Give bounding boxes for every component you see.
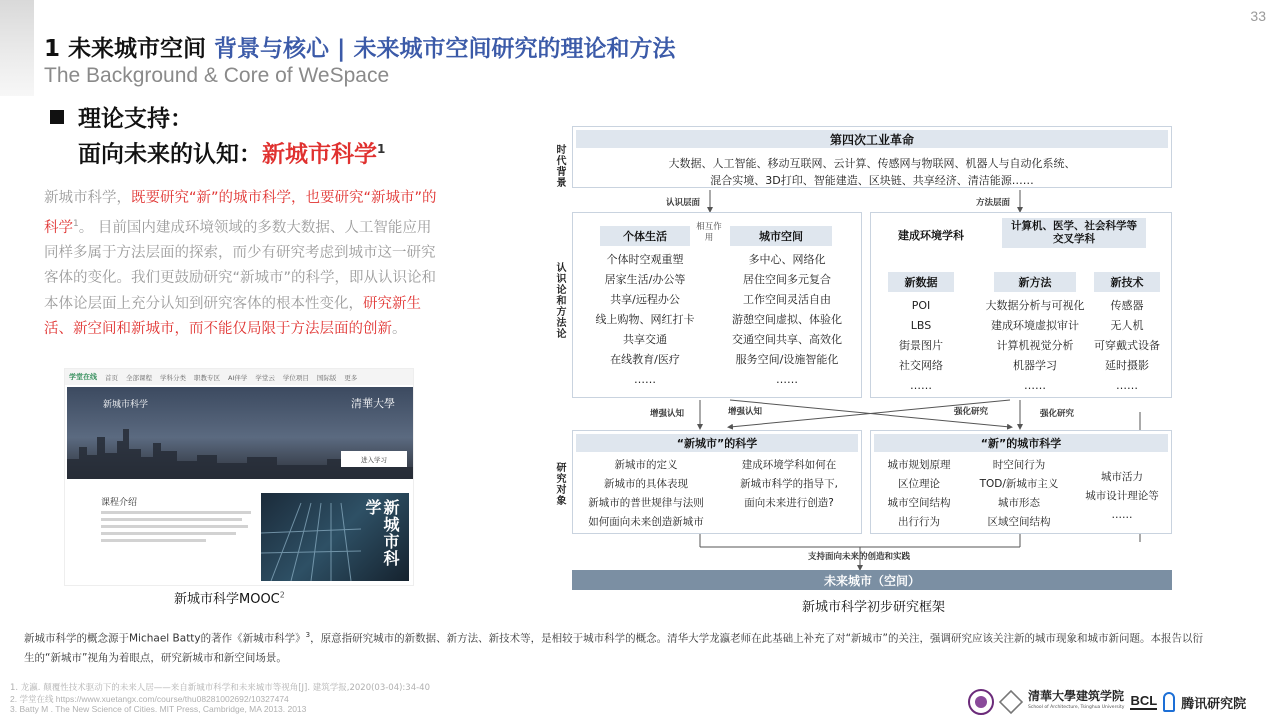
industrial-revolution-line1: 大数据、人工智能、移动互联网、云计算、传感网与物联网、机器人与自动化系统、 bbox=[668, 157, 1076, 170]
mooc-nav-item: 学堂云 bbox=[255, 373, 275, 382]
list-item: 城市形态 bbox=[998, 497, 1040, 509]
list-item: 工作空间灵活自由 bbox=[743, 293, 831, 306]
para-part5: 。 bbox=[392, 321, 407, 338]
mooc-video-title: 新城市科学 bbox=[363, 499, 400, 567]
list-item: …… bbox=[634, 373, 656, 386]
architecture-school-emblem-icon bbox=[999, 690, 1023, 714]
industrial-revolution-title: 第四次工业革命 bbox=[576, 130, 1168, 148]
list-item: POI bbox=[911, 299, 931, 312]
tsinghua-architecture-en: School of Architecture, Tsinghua University bbox=[1028, 705, 1125, 710]
list-item: 街景图片 bbox=[899, 339, 943, 352]
list-item: 计算机视觉分析 bbox=[996, 339, 1074, 352]
list-item: 无人机 bbox=[1110, 319, 1144, 332]
list-item: 时空间行为 bbox=[992, 459, 1046, 471]
list-item: 新城市的具体表现 bbox=[604, 478, 688, 490]
mooc-nav-bar bbox=[65, 369, 413, 385]
mooc-intro-text bbox=[101, 511, 251, 546]
list-item: 居住空间多元复合 bbox=[743, 273, 831, 286]
list-item: 共享/远程办公 bbox=[610, 293, 680, 306]
reference-item: 1. 龙瀛. 颠覆性技术驱动下的未来人居——来自新城市科学和未来城市等视角[J]. 建筑学报,2020(03-04):34-40 bbox=[10, 683, 430, 693]
list-item: 个体时空观重塑 bbox=[606, 253, 684, 266]
section-heading bbox=[50, 104, 385, 170]
reference-item[interactable]: 2. 学堂在线 https://www.xuetangx.com/course/thu08281002692/10327474 bbox=[10, 693, 289, 704]
mooc-nav-item: 国际版 bbox=[316, 373, 337, 382]
arrow-label-enhance-cog-1: 增强认知 bbox=[650, 409, 685, 419]
arrow-label-enhance-res-2: 强化研究 bbox=[1040, 409, 1075, 419]
new-urban-science-title: “新”的城市科学 bbox=[874, 434, 1168, 452]
mooc-nav-item: 学科分类 bbox=[160, 373, 186, 382]
list-item: LBS bbox=[910, 319, 932, 332]
list-item: 新城市科学的指导下, bbox=[740, 478, 838, 490]
mooc-nav-item: 学位项目 bbox=[282, 373, 309, 382]
list-item: 社交网络 bbox=[899, 359, 943, 372]
new-data-list bbox=[876, 296, 966, 396]
list-item: 面向未来进行创造? bbox=[744, 497, 834, 509]
bcl-logo: BCL bbox=[1130, 693, 1158, 708]
list-item: 城市空间结构 bbox=[887, 497, 951, 509]
note-part1: 新城市科学的概念源于Michael Batty的著作《新城市科学》 bbox=[24, 632, 306, 645]
reference-item: 3. Batty M . The New Science of Cities. MIT Press, Cambridge, MA 2013. 2013 bbox=[10, 704, 307, 714]
list-item: 城市活力 bbox=[1101, 471, 1143, 483]
urban-science-col1 bbox=[874, 456, 964, 532]
list-item: 传感器 bbox=[1110, 299, 1144, 312]
section-line2-prefix: 面向未来的认知： bbox=[78, 141, 262, 168]
new-cities-col1 bbox=[576, 456, 716, 532]
new-cities-col2 bbox=[718, 456, 860, 513]
list-item: 延时摄影 bbox=[1105, 359, 1149, 372]
page-number: 33 bbox=[1250, 8, 1266, 24]
mooc-banner-title: 新城市科学 bbox=[103, 400, 149, 410]
list-item: 建成环境虚拟审计 bbox=[991, 319, 1079, 332]
bottom-note bbox=[24, 626, 1204, 668]
tencent-research-logo: 腾讯研究院 bbox=[1181, 696, 1247, 712]
mooc-screenshot bbox=[64, 368, 414, 586]
list-item: 共享交通 bbox=[623, 333, 667, 346]
para-part3: 。 目前国内建成环境领域的多数大数据、人工智能应用同样多属于方法层面的探索，而少有研究考虑到城市这一研究客体的变化。我们更鼓励研究“新城市”的科学，即从认识论和本体论层面上充分认知到研究客体的根本性变化， bbox=[44, 219, 437, 312]
tsinghua-seal-logo: 清華大學 bbox=[351, 397, 395, 410]
arrow-label-enhance-cog-2: 增强认知 bbox=[728, 407, 763, 417]
section-footnote-mark: 1 bbox=[377, 142, 386, 156]
note-part2: ，原意指研究城市的新数据、新方法、新技术等，是相较于城市科学的概念。清华大学龙瀛老师在此基础上补充了对“新城市”的关注，强调研究应该关注新的城市现象和城市新问题。本报告以衍生的“新城市”视角为着眼点，研究新城市和新空间场景。 bbox=[24, 632, 1203, 664]
list-item: …… bbox=[1024, 379, 1046, 392]
mooc-nav-item: AI伴学 bbox=[228, 373, 248, 382]
list-item: 建成环境学科如何在 bbox=[741, 459, 837, 471]
mooc-banner bbox=[67, 387, 413, 479]
square-bullet-icon bbox=[50, 110, 64, 124]
mooc-nav-item: 更多 bbox=[344, 373, 358, 382]
mooc-caption-text: 新城市科学MOOC bbox=[174, 592, 280, 607]
references bbox=[10, 683, 430, 715]
list-item: …… bbox=[1116, 379, 1138, 392]
list-item: 居家生活/办公等 bbox=[604, 273, 686, 286]
list-item: TOD/新城市主义 bbox=[979, 478, 1059, 490]
section-line1: 理论支持： bbox=[78, 106, 193, 132]
mooc-nav-item: 职教专区 bbox=[194, 373, 220, 382]
future-city-bar: 未来城市（空间） bbox=[572, 570, 1172, 590]
mooc-join-button[interactable]: 进入学习 bbox=[341, 451, 407, 467]
list-item: 区位理论 bbox=[898, 478, 940, 490]
list-item: 在线教育/医疗 bbox=[610, 353, 680, 366]
list-item: 交通空间共享、高效化 bbox=[732, 333, 842, 346]
intro-paragraph bbox=[44, 186, 442, 343]
new-method-title: 新方法 bbox=[994, 272, 1076, 292]
arrow-label-support: 支持面向未来的创造和实践 bbox=[808, 552, 911, 562]
list-item: …… bbox=[1111, 509, 1133, 521]
page-subtitle-en: The Background & Core of WeSpace bbox=[44, 64, 390, 87]
mooc-caption bbox=[174, 588, 285, 607]
tsinghua-seal-icon bbox=[968, 689, 994, 715]
mooc-nav-item: 首页 bbox=[105, 373, 118, 382]
urban-science-col2 bbox=[966, 456, 1072, 532]
section-line2-highlight: 新城市科学 bbox=[262, 141, 377, 168]
mooc-intro-title: 课程介绍 bbox=[101, 498, 138, 508]
mooc-logo: 学堂在线 bbox=[69, 373, 97, 381]
list-item: 游憩空间虚拟、体验化 bbox=[732, 313, 842, 326]
cross-discipline: 计算机、医学、社会科学等交叉学科 bbox=[1002, 218, 1146, 248]
mooc-nav-item: 全部课程 bbox=[126, 373, 152, 382]
list-item: 城市设计理论等 bbox=[1085, 490, 1159, 502]
list-item: 新城市的普世规律与法则 bbox=[588, 497, 704, 509]
mooc-caption-footnote: 2 bbox=[279, 590, 285, 600]
interaction-label: 相互作用 bbox=[696, 222, 722, 243]
list-item: 区域空间结构 bbox=[987, 516, 1051, 528]
tencent-research-icon bbox=[1163, 692, 1175, 712]
industrial-revolution-line2: 混合实境、3D打印、智能建造、区块链、共享经济、清洁能源…… bbox=[710, 174, 1034, 187]
note-footnote-mark: 3 bbox=[305, 631, 311, 639]
list-item: …… bbox=[776, 373, 798, 386]
para-highlight2: 研究新生活、新空间和新城市，而不能仅局限于方法层面的创新 bbox=[44, 295, 421, 338]
para-footnote-mark: 1 bbox=[73, 218, 79, 229]
built-env-discipline: 建成环境学科 bbox=[880, 224, 982, 246]
para-highlight1: 既要研究“新”的城市科学，也要研究“新城市”的科学 bbox=[44, 190, 437, 236]
side-label-object: 研究对象 bbox=[554, 462, 565, 506]
urban-space-list bbox=[716, 250, 858, 390]
framework-caption: 新城市科学初步研究框架 bbox=[802, 600, 946, 615]
side-label-epistemology: 认识论和方法论 bbox=[554, 262, 565, 339]
science-of-new-cities-title: “新城市”的科学 bbox=[576, 434, 858, 452]
side-label-era: 时代背景 bbox=[554, 144, 565, 188]
urban-science-col3 bbox=[1074, 468, 1170, 525]
title-prefix: 1 未来城市空间 bbox=[44, 36, 215, 62]
corner-decoration bbox=[0, 0, 34, 96]
arrow-label-method: 方法层面 bbox=[976, 198, 1011, 208]
list-item: 线上购物、网红打卡 bbox=[595, 313, 695, 326]
list-item: 可穿戴式设备 bbox=[1094, 339, 1160, 352]
mooc-video-thumbnail[interactable] bbox=[261, 493, 409, 581]
new-tech-list bbox=[1080, 296, 1174, 396]
individual-life-title: 个体生活 bbox=[600, 226, 690, 246]
list-item: 大数据分析与可视化 bbox=[985, 299, 1085, 312]
list-item: 多中心、网络化 bbox=[748, 253, 826, 266]
list-item: 如何面向未来创造新城市 bbox=[588, 516, 704, 528]
logo-bar bbox=[968, 686, 1272, 718]
arrow-label-enhance-res-1: 强化研究 bbox=[954, 407, 989, 417]
list-item: 服务空间/设施智能化 bbox=[735, 353, 839, 366]
individual-life-list bbox=[578, 250, 712, 390]
list-item: 出行行为 bbox=[898, 516, 940, 528]
urban-space-title: 城市空间 bbox=[730, 226, 832, 246]
tsinghua-architecture-cn: 清華大學建筑学院 bbox=[1028, 689, 1125, 703]
list-item: 城市规划原理 bbox=[887, 459, 951, 471]
new-data-title: 新数据 bbox=[888, 272, 954, 292]
para-part1: 新城市科学， bbox=[44, 190, 131, 206]
list-item: …… bbox=[910, 379, 932, 392]
list-item: 新城市的定义 bbox=[614, 459, 678, 471]
new-tech-title: 新技术 bbox=[1094, 272, 1160, 292]
page-title bbox=[44, 30, 675, 63]
list-item: 机器学习 bbox=[1013, 359, 1057, 372]
title-highlight: 背景与核心 | 未来城市空间研究的理论和方法 bbox=[214, 36, 676, 62]
city-skyline-image bbox=[67, 419, 413, 479]
arrow-label-cognition: 认识层面 bbox=[666, 198, 701, 208]
tsinghua-architecture-logo bbox=[1028, 691, 1124, 713]
research-framework-diagram bbox=[550, 122, 1175, 592]
